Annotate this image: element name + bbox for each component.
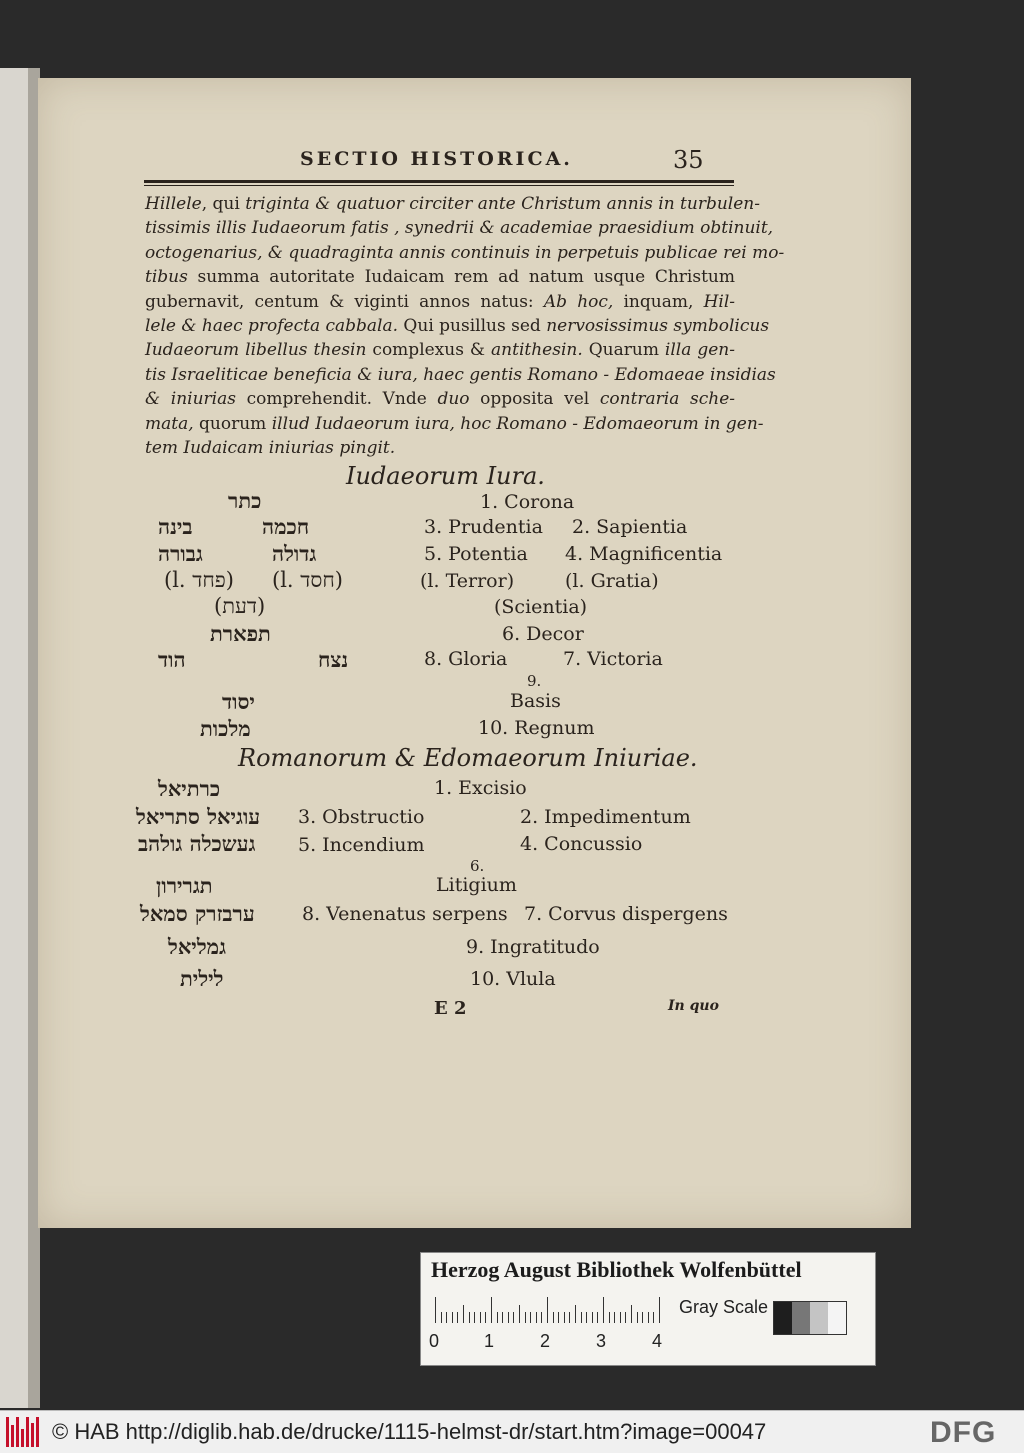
latin-vlula: 10. Vlula [470, 968, 556, 990]
body-text-run: complexus & [366, 340, 492, 361]
hebrew-ogiel-satariel: עוגיאל סתריאל [136, 804, 261, 829]
latin-potentia: 5. Potentia [424, 543, 528, 565]
ruler-tick [637, 1312, 638, 1323]
hebrew-tagaririon: תגרירון [156, 873, 213, 898]
latin-corona: 1. Corona [480, 491, 575, 513]
body-paragraph [145, 192, 785, 460]
ruler-tick [513, 1312, 514, 1323]
ruler-tick [491, 1297, 492, 1323]
hebrew-hod: הוד [158, 647, 186, 672]
ruler-tick [441, 1312, 442, 1323]
ruler-tick [480, 1312, 481, 1323]
latin-obstructio: 3. Obstructio [298, 806, 425, 828]
body-line [145, 338, 735, 362]
body-text-run: octogenarius, & quadraginta annis continuis in perpetuis publicae rei mo- [145, 242, 785, 263]
ruler-tick [463, 1305, 464, 1323]
body-line [145, 363, 776, 387]
body-text-run: Hillele [145, 194, 202, 214]
footer-bar [0, 1410, 1024, 1453]
body-text-run: inquam, [613, 291, 704, 312]
body-text-run: contraria sche- [599, 389, 735, 410]
ruler-tick [581, 1312, 582, 1323]
body-text-run: triginta & quatuor circiter ante Christum annis in turbulen- [245, 194, 760, 214]
ruler-tick [648, 1312, 649, 1323]
body-text-run: tissimis illis Iudaeorum fatis , synedrii & academiae praesidium obtinuit, [145, 218, 774, 239]
ruler-tick [502, 1312, 503, 1323]
gray-patch [810, 1302, 828, 1334]
hebrew-netzach: נצח [318, 647, 349, 672]
body-text-run: antithesin. [491, 340, 583, 361]
gray-scale-strip [773, 1301, 847, 1335]
body-text-run: mata, [145, 413, 194, 434]
body-line [145, 412, 764, 436]
head-rule [144, 180, 734, 183]
ruler-tick [485, 1312, 486, 1323]
latin-prudentia: 3. Prudentia [424, 516, 543, 538]
body-text-run: & iniurias [145, 389, 236, 410]
page-number: 35 [673, 146, 704, 174]
gray-patch [792, 1302, 810, 1334]
latin-gloria: 8. Gloria [424, 648, 508, 670]
ruler-tick [614, 1312, 615, 1323]
body-text-run: nervosissimus symbolicus [546, 315, 770, 336]
ruler-tick [597, 1312, 598, 1323]
ruler-tick [474, 1312, 475, 1323]
ruler-tick [642, 1312, 643, 1323]
body-text-run: duo [437, 389, 470, 410]
section-title-iniuriae: Romanorum & Edomaeorum Iniuriae. [238, 744, 698, 772]
ruler-tick [547, 1297, 548, 1323]
hebrew-binah: בינה [158, 514, 193, 539]
ruler-tick [497, 1312, 498, 1323]
body-text-run: opposita vel [469, 389, 600, 410]
latin-gratia: (l. Gratia) [565, 570, 659, 592]
body-text-run: , qui [201, 194, 246, 214]
ruler-number: 4 [652, 1331, 663, 1351]
ruler-tick [519, 1305, 520, 1323]
ruler-tick [631, 1305, 632, 1323]
ruler-tick [525, 1312, 526, 1323]
dfg-logo: DFG [930, 1416, 997, 1449]
latin-scientia: (Scientia) [494, 596, 588, 618]
ruler-tick [452, 1312, 453, 1323]
latin-concussio: 4. Concussio [520, 833, 643, 855]
latin-number-9: 9. [527, 672, 542, 690]
ruler-number: 3 [596, 1331, 607, 1351]
body-text-run: tis Israeliticae beneficia & iura, haec gentis Romano - Edomaeae insidias [145, 364, 776, 385]
body-text-run: lele & haec profecta cabbala. [145, 315, 399, 336]
body-text-run: summa autoritate Iudaicam rem ad natum usque Christum [187, 267, 735, 288]
body-line [145, 314, 770, 338]
ruler-tick [435, 1297, 436, 1323]
latin-sapientia: 2. Sapientia [572, 516, 688, 538]
body-line [145, 216, 774, 240]
latin-excisio: 1. Excisio [434, 777, 527, 799]
ruler-tick [536, 1312, 537, 1323]
body-text-run: tibus [145, 267, 188, 288]
hebrew-daat: (דעת) [214, 594, 266, 618]
body-text-run: tem Iudaicam iniurias pingit. [145, 437, 396, 458]
body-text-run: comprehendit. Vnde [235, 389, 438, 410]
ruler-number: 1 [484, 1331, 495, 1351]
ruler-tick [609, 1312, 610, 1323]
body-text-run: Hil- [703, 291, 736, 312]
ruler-tick [446, 1312, 447, 1323]
ruler-tick [558, 1312, 559, 1323]
calibration-card [420, 1252, 876, 1366]
ruler-tick [564, 1312, 565, 1323]
body-line [145, 290, 735, 314]
card-title: Herzog August Bibliothek Wolfenbüttel [431, 1257, 802, 1282]
latin-impedimentum: 2. Impedimentum [520, 806, 691, 828]
ruler-tick [541, 1312, 542, 1323]
body-text-run: Iudaeorum libellus thesin [145, 340, 367, 361]
latin-basis: Basis [510, 690, 561, 712]
section-title-iura: Iudaeorum Iura. [346, 462, 545, 490]
head-rule-thin [144, 185, 734, 186]
latin-venenatus-serpens: 8. Venenatus serpens [302, 903, 508, 925]
ruler-tick [625, 1312, 626, 1323]
hebrew-gevurah: גבורה [158, 541, 203, 566]
body-text-run: illa gen- [664, 340, 735, 361]
ruler-tick [530, 1312, 531, 1323]
scale-ruler [435, 1297, 665, 1323]
running-head: SECTIO HISTORICA. [300, 148, 573, 170]
hebrew-pachad: (פחד .l) [164, 568, 234, 592]
latin-litigium: Litigium [436, 874, 517, 896]
hebrew-kratiel: כרתיאל [158, 776, 221, 801]
body-line [145, 436, 735, 460]
hebrew-gedulah: גדולה [272, 541, 317, 566]
hebrew-chokhmah: חכמה [262, 514, 310, 539]
signature-mark: E 2 [434, 998, 467, 1019]
latin-decor: 6. Decor [502, 623, 584, 645]
catchword: In quo [668, 998, 719, 1014]
hebrew-lilith: לילית [180, 966, 224, 991]
body-text-run: Ab hoc, [543, 291, 614, 312]
hebrew-gashekelah-golachab: געשכלה גולהב [138, 831, 256, 856]
gray-patch [774, 1302, 792, 1334]
body-text-run: Qui pusillus sed [398, 315, 547, 336]
gray-patch [828, 1302, 846, 1334]
latin-regnum: 10. Regnum [478, 717, 595, 739]
hebrew-gamaliel: גמליאל [168, 934, 227, 959]
latin-number-6: 6. [470, 857, 485, 875]
body-text-run: gubernavit, centum & viginti annos natus: [145, 291, 544, 312]
body-text-run: illud Iudaeorum iura, hoc Romano - Edomaeorum in gen- [271, 413, 764, 434]
ruler-tick [508, 1312, 509, 1323]
ruler-tick [469, 1312, 470, 1323]
hebrew-malkhut: מלכות [200, 716, 251, 741]
body-text-run: quorum [193, 413, 272, 434]
ruler-tick [569, 1312, 570, 1323]
ruler-tick [457, 1312, 458, 1323]
hab-logo-icon [6, 1417, 44, 1447]
latin-victoria: 7. Victoria [563, 648, 663, 670]
copyright-link[interactable]: © HAB http://diglib.hab.de/drucke/1115-helmst-dr/start.htm?image=00047 [52, 1419, 767, 1444]
hebrew-yesod: יסוד [222, 689, 255, 714]
body-line [145, 192, 760, 216]
body-line [145, 387, 735, 411]
ruler-tick [586, 1312, 587, 1323]
latin-ingratitudo: 9. Ingratitudo [466, 936, 600, 958]
ruler-tick [603, 1297, 604, 1323]
latin-corvus-dispergens: 7. Corvus dispergens [524, 903, 728, 925]
hebrew-tiferet: תפארת [210, 621, 271, 646]
ruler-number: 0 [429, 1331, 440, 1351]
body-line [145, 241, 785, 265]
latin-incendium: 5. Incendium [298, 834, 425, 856]
latin-terror: (l. Terror) [420, 570, 515, 592]
gray-scale-label: Gray Scale [679, 1297, 769, 1317]
hebrew-chesed: (חסד .l) [272, 568, 343, 592]
hebrew-keter: כתר [228, 488, 262, 513]
body-line [145, 265, 735, 289]
hebrew-arabzarak-samael: ערבזרק סמאל [140, 901, 255, 926]
ruler-tick [553, 1312, 554, 1323]
ruler-tick [653, 1312, 654, 1323]
ruler-tick [620, 1312, 621, 1323]
ruler-tick [575, 1305, 576, 1323]
body-text-run: Quarum [582, 340, 665, 361]
ruler-tick [592, 1312, 593, 1323]
latin-magnificentia: 4. Magnificentia [565, 543, 723, 565]
ruler-number: 2 [540, 1331, 551, 1351]
ruler-tick [659, 1297, 660, 1323]
